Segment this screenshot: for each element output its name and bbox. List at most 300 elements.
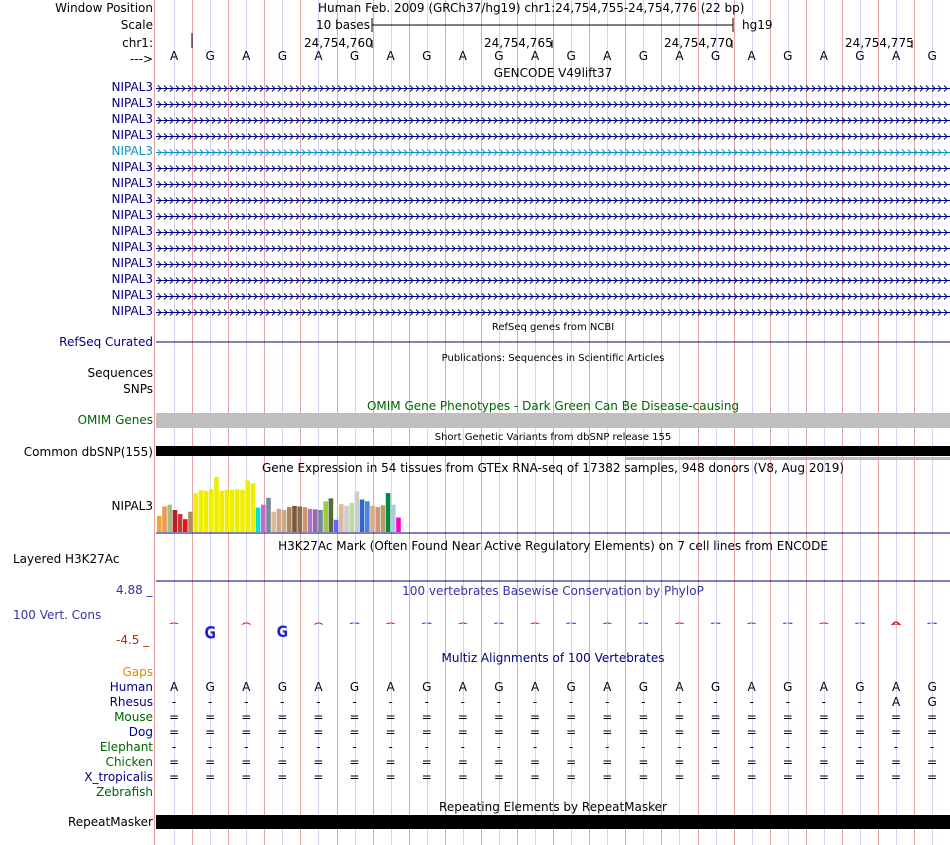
sequence-base: G [710,49,721,63]
sequence-base: A [603,49,612,63]
gencode-transcript-label[interactable]: NIPAL3 [111,192,153,206]
sequence-base: G [927,49,937,63]
multiz-alignment-cell: = [313,770,324,784]
gtex-tissue-bar[interactable] [271,512,276,532]
multiz-alignment-cell: = [457,710,468,724]
gtex-track-label[interactable]: NIPAL3 [111,499,153,513]
multiz-alignment-cell: = [205,725,216,739]
phylop-score-letter: G [709,622,722,625]
gtex-tissue-bar[interactable] [225,490,230,532]
multiz-alignment-cell: = [566,710,577,724]
dbsnp-variant-bar[interactable] [156,446,950,456]
gencode-transcript-label[interactable]: NIPAL3 [111,240,153,254]
gencode-transcript-label[interactable]: NIPAL3 [111,224,153,238]
sequence-base: A [458,49,467,63]
multiz-alignment-cell: = [493,710,504,724]
multiz-alignment-cell: - [207,740,213,754]
sequence-base: A [891,49,901,63]
phylop-top-value: 4.88 _ [116,583,153,597]
gtex-track-title[interactable]: Gene Expression in 54 tissues from GTEx RNA-seq of 17382 samples, 948 donors (V8, Aug 2019) [261,461,845,475]
dbsnp-track-label[interactable]: Common dbSNP(155) [23,445,153,459]
multiz-alignment-cell: = [457,725,468,739]
multiz-alignment-cell: - [388,695,393,709]
sequence-base: G [494,49,504,63]
multiz-species-label[interactable]: Elephant [99,740,153,754]
multiz-alignment-cell: = [349,755,360,769]
multiz-alignment-cell: - [749,695,754,709]
gtex-tissue-bar[interactable] [287,507,292,532]
dbsnp-track-title[interactable]: Short Genetic Variants from dbSNP release 155 [434,432,672,443]
gtex-tissue-bar[interactable] [235,489,240,532]
multiz-alignment-cell: = [746,770,757,784]
gtex-tissue-bar[interactable] [391,505,396,532]
omim-track-title[interactable]: OMIM Gene Phenotypes - Dark Green Can Be Disease-causing [366,399,740,413]
multiz-alignment-cell: A [314,680,323,694]
gtex-tissue-bar[interactable] [240,490,245,532]
publications-track-title[interactable]: Publications: Sequences in Scientific Articles [441,353,665,364]
multiz-alignment-cell: - [929,740,935,754]
multiz-alignment-cell: - [460,695,466,709]
multiz-alignment-cell: - [244,695,249,709]
multiz-alignment-cell: = [205,710,216,724]
multiz-alignment-cell: = [241,755,252,769]
phylop-score-letter: A [313,622,324,626]
multiz-alignment-cell: = [493,755,504,769]
multiz-alignment-cell: = [746,710,757,724]
multiz-alignment-cell: = [674,755,685,769]
gtex-tissue-bar[interactable] [360,500,365,533]
gtex-tissue-bar[interactable] [318,510,323,532]
gtex-tissue-bar[interactable] [173,510,178,532]
multiz-species-label[interactable]: X_tropicalis [84,770,153,784]
gtex-tissue-bar[interactable] [188,512,193,532]
multiz-alignment-cell: = [710,770,721,784]
multiz-alignment-cell: = [385,710,396,724]
gtex-tissue-bar[interactable] [256,508,261,532]
phylop-score-letter: G [782,622,794,625]
phylop-score-letter: G [637,622,650,625]
phylop-score-letter: A [818,622,830,625]
multiz-alignment-cell: A [603,680,612,694]
multiz-species-label[interactable]: Human [109,680,153,694]
multiz-alignment-cell: = [927,755,938,769]
multiz-alignment-cell: A [530,680,540,694]
multiz-alignment-cell: - [821,695,827,709]
multiz-alignment-cell: G [422,680,432,694]
h3k27ac-track-title[interactable]: H3K27Ac Mark (Often Found Near Active Regulatory Elements) on 7 cell lines from ENCODE [278,539,828,553]
repeatmasker-track-label[interactable]: RepeatMasker [67,815,153,829]
multiz-alignment-cell: G [855,680,865,694]
multiz-alignment-cell: - [893,740,899,754]
multiz-alignment-cell: = [385,725,396,739]
repeatmasker-element-bar[interactable] [156,815,950,829]
phylop-track-label[interactable]: 100 Vert. Cons [13,608,102,622]
multiz-alignment-cell: = [638,725,649,739]
ruler-tick-label: 24,754,775 [845,36,914,50]
gtex-tissue-bar[interactable] [303,507,308,532]
multiz-alignment-cell: G [205,680,215,694]
gtex-tissue-bar[interactable] [282,510,287,532]
gtex-tissue-bar[interactable] [251,483,256,532]
gtex-tissue-bar[interactable] [214,477,219,532]
sequence-base: G [638,49,648,63]
multiz-alignment-cell: = [493,770,504,784]
phylop-score-letter: G [348,622,361,625]
multiz-alignment-cell: = [205,770,216,784]
gencode-transcript-label[interactable]: NIPAL3 [111,288,153,302]
gencode-transcript-label[interactable]: NIPAL3 [111,160,153,174]
multiz-alignment-cell: - [352,740,357,754]
multiz-alignment-cell: - [857,695,863,709]
gtex-tissue-bar[interactable] [375,507,380,532]
sequence-base: A [675,49,684,63]
ruler-tick-label: 24,754,760 [304,36,373,50]
gencode-transcript-label[interactable]: NIPAL3 [111,128,153,142]
multiz-alignment-cell: = [277,710,288,724]
scale-label: Scale [120,18,153,32]
gtex-tissue-bar[interactable] [219,491,224,532]
multiz-alignment-cell: = [602,755,613,769]
multiz-alignment-cell: - [424,740,429,754]
multiz-alignment-cell: = [241,770,252,784]
gtex-tissue-bar[interactable] [396,518,401,533]
phylop-score-letter: A [529,622,541,625]
gtex-tissue-bar[interactable] [370,506,375,532]
sequence-base: G [422,49,432,63]
multiz-alignment-cell: = [457,770,468,784]
multiz-alignment-cell: G [349,680,360,694]
sequence-base: A [314,49,323,63]
multiz-alignment-cell: - [460,740,466,754]
sequence-base: A [747,49,756,63]
multiz-alignment-cell: = [602,770,613,784]
multiz-alignment-cell: G [783,680,793,694]
sequence-base: A [242,49,251,63]
multiz-alignment-cell: = [818,725,829,739]
multiz-alignment-cell: = [169,710,180,724]
gtex-tissue-bar[interactable] [193,493,198,532]
multiz-alignment-cell: A [891,680,901,694]
gtex-tissue-bar[interactable] [209,489,214,532]
multiz-alignment-cell: - [316,740,321,754]
multiz-alignment-cell: = [818,710,829,724]
multiz-alignment-cell: = [638,770,649,784]
multiz-alignment-cell: - [316,695,321,709]
multiz-alignment-cell: = [782,725,793,739]
gencode-transcript-label[interactable]: NIPAL3 [111,112,153,126]
multiz-alignment-cell: = [566,755,577,769]
multiz-alignment-cell: - [641,695,646,709]
multiz-alignment-cell: = [782,755,793,769]
omim-gene-bar[interactable] [156,413,950,428]
sequence-base: G [349,49,360,63]
sequence-base: G [205,49,215,63]
multiz-alignment-cell: A [386,680,395,694]
phylop-score-letter: A [457,622,469,625]
gencode-transcript-label[interactable]: NIPAL3 [111,272,153,286]
gtex-tissue-bar[interactable] [355,491,360,532]
multiz-alignment-cell: = [674,725,685,739]
multiz-alignment-cell: = [277,725,288,739]
multiz-alignment-cell: = [638,755,649,769]
gtex-tissue-bar[interactable] [266,498,271,532]
multiz-alignment-cell: = [385,770,396,784]
multiz-alignment-cell: = [349,770,360,784]
multiz-alignment-cell: = [602,725,613,739]
multiz-alignment-cell: = [205,755,216,769]
multiz-alignment-cell: - [532,695,538,709]
multiz-alignment-cell: - [821,740,827,754]
sequence-base: A [386,49,395,63]
multiz-alignment-cell: A [891,695,901,709]
multiz-alignment-cell: - [785,740,790,754]
repeatmasker-track-title[interactable]: Repeating Elements by RepeatMasker [439,800,667,814]
multiz-alignment-cell: = [602,710,613,724]
multiz-alignment-cell: = [891,710,902,724]
gencode-transcript-label[interactable]: NIPAL3 [111,144,153,158]
sequence-base: A [530,49,540,63]
gtex-tissue-bar[interactable] [308,509,313,532]
gtex-tissue-bar[interactable] [204,491,209,532]
multiz-alignment-cell: - [749,740,754,754]
gencode-transcript-label[interactable]: NIPAL3 [111,96,153,110]
multiz-alignment-cell: = [746,755,757,769]
multiz-alignment-cell: A [819,680,828,694]
multiz-alignment-cell: - [280,740,285,754]
phylop-bottom-value: -4.5 _ [116,633,150,647]
multiz-alignment-cell: = [530,755,541,769]
multiz-species-label[interactable]: Dog [128,725,153,739]
phylop-score-letter: G [926,622,938,625]
refseq-track-title[interactable]: RefSeq genes from NCBI [491,322,615,333]
phylop-score-letter: G [204,623,216,643]
multiz-alignment-cell: = [746,725,757,739]
sequence-base: G [566,49,576,63]
multiz-alignment-cell: = [710,755,721,769]
multiz-alignment-cell: = [782,770,793,784]
multiz-alignment-cell: = [530,770,541,784]
multiz-alignment-cell: - [677,695,682,709]
gtex-tissue-bar[interactable] [162,507,167,533]
publications-snps-label[interactable]: SNPs [123,382,153,396]
multiz-alignment-cell: - [532,740,538,754]
multiz-alignment-cell: = [530,710,541,724]
multiz-alignment-cell: - [568,695,574,709]
phylop-score-letter: A [168,622,180,625]
multiz-alignment-cell: = [421,755,432,769]
multiz-alignment-cell: - [605,695,610,709]
multiz-alignment-cell: - [244,740,249,754]
multiz-alignment-cell: = [169,755,180,769]
multiz-alignment-cell: G [494,680,504,694]
multiz-alignment-cell: = [927,725,938,739]
multiz-alignment-cell: A [458,680,467,694]
gtex-tissue-bar[interactable] [292,506,297,532]
multiz-alignment-cell: G [927,695,937,709]
gtex-tissue-bar[interactable] [334,520,339,532]
multiz-alignment-cell: - [641,740,646,754]
multiz-alignment-cell: = [385,755,396,769]
multiz-alignment-cell: = [818,770,829,784]
multiz-alignment-cell: = [674,710,685,724]
multiz-alignment-cell: = [566,725,577,739]
gtex-tissue-bar[interactable] [339,504,344,532]
multiz-species-label[interactable]: Zebrafish [96,785,153,799]
gencode-transcript-label[interactable]: NIPAL3 [111,256,153,270]
omim-track-label[interactable]: OMIM Genes [77,413,153,427]
multiz-alignment-cell: - [713,695,718,709]
sequence-base: A [819,49,828,63]
gtex-tissue-bar[interactable] [245,480,250,532]
phylop-score-letter: G [421,622,433,625]
multiz-alignment-cell: = [241,710,252,724]
multiz-alignment-cell: = [493,725,504,739]
multiz-alignment-cell: = [854,770,865,784]
gtex-tissue-bar[interactable] [277,509,282,532]
multiz-alignment-cell: - [207,695,213,709]
phylop-score-letter: A [746,622,758,625]
gtex-tissue-bar[interactable] [381,505,386,532]
dbsnp-variant-shadow [625,457,950,460]
multiz-alignment-cell: = [891,770,902,784]
multiz-gaps-label[interactable]: Gaps [122,665,153,679]
phylop-score-letter: G [854,622,866,625]
multiz-alignment-cell: = [710,710,721,724]
multiz-alignment-cell: = [782,710,793,724]
gencode-transcript-label[interactable]: NIPAL3 [111,304,153,318]
gtex-tissue-bar[interactable] [178,514,183,532]
multiz-alignment-cell: - [568,740,574,754]
phylop-score-letter: G [276,622,289,642]
multiz-alignment-cell: = [566,770,577,784]
multiz-alignment-cell: = [349,725,360,739]
ruler-tick-label: 24,754,765 [484,36,553,50]
multiz-alignment-cell: = [854,755,865,769]
multiz-alignment-cell: = [313,710,324,724]
gtex-tissue-bar[interactable] [167,505,172,532]
multiz-alignment-cell: - [496,695,502,709]
multiz-alignment-cell: = [530,725,541,739]
multiz-alignment-cell: - [713,740,718,754]
multiz-alignment-cell: = [277,770,288,784]
multiz-alignment-cell: = [891,725,902,739]
multiz-track-title[interactable]: Multiz Alignments of 100 Vertebrates [441,651,665,665]
phylop-score-letter: G [565,622,577,625]
multiz-alignment-cell: = [421,770,432,784]
multiz-alignment-cell: = [891,755,902,769]
multiz-alignment-cell: = [277,755,288,769]
multiz-alignment-cell: - [352,695,357,709]
gtex-tissue-bar[interactable] [365,501,370,532]
multiz-alignment-cell: = [854,710,865,724]
multiz-alignment-cell: - [171,695,177,709]
gtex-tissue-bar[interactable] [349,503,354,532]
multiz-alignment-cell: = [313,755,324,769]
gtex-tissue-bar[interactable] [344,506,349,532]
sequence-base: G [855,49,865,63]
multiz-alignment-cell: - [388,740,393,754]
h3k27ac-track-label[interactable]: Layered H3K27Ac [13,552,120,566]
multiz-species-label[interactable]: Chicken [105,755,153,769]
multiz-species-label[interactable]: Rhesus [109,695,153,709]
phylop-score-letter: A [890,621,902,627]
multiz-alignment-cell: - [785,695,790,709]
gtex-tissue-bar[interactable] [199,490,204,532]
multiz-alignment-cell: G [927,680,937,694]
sequence-base: G [783,49,793,63]
multiz-alignment-cell: = [710,725,721,739]
multiz-alignment-cell: = [457,755,468,769]
gtex-tissue-bar[interactable] [386,493,391,532]
multiz-alignment-cell: G [277,680,287,694]
gtex-tissue-bar[interactable] [313,509,318,532]
multiz-alignment-cell: = [818,755,829,769]
window-position-text: Human Feb. 2009 (GRCh37/hg19) chr1:24,754,755-24,754,776 (22 bp) [318,1,745,15]
gencode-transcript-label[interactable]: NIPAL3 [111,176,153,190]
multiz-alignment-cell: G [638,680,648,694]
phylop-track-title[interactable]: 100 vertebrates Basewise Conservation by PhyloP [402,584,704,598]
gencode-transcript-label[interactable]: NIPAL3 [111,80,153,94]
multiz-alignment-cell: = [169,725,180,739]
window-position-label: Window Position [55,1,153,15]
gencode-track-title[interactable]: GENCODE V49lift37 [493,66,613,80]
multiz-alignment-cell: = [638,710,649,724]
multiz-alignment-cell: A [169,680,179,694]
multiz-alignment-cell: - [605,740,610,754]
multiz-alignment-cell: = [313,725,324,739]
multiz-alignment-cell: - [496,740,502,754]
gtex-tissue-bar[interactable] [297,507,302,533]
gtex-expression-bars[interactable] [157,477,401,532]
strand-label: ---> [129,52,153,66]
sequence-base: A [169,49,179,63]
multiz-alignment-cell: = [421,725,432,739]
gtex-tissue-bar[interactable] [261,505,266,532]
phylop-score-letter: A [601,622,613,625]
multiz-alignment-cell: = [169,770,180,784]
gtex-tissue-bar[interactable] [157,516,162,532]
gtex-tissue-bar[interactable] [230,490,235,532]
scale-text: 10 bases [316,18,370,32]
multiz-alignment-cell: - [857,740,863,754]
multiz-alignment-cell: A [675,680,684,694]
multiz-alignment-cell: = [927,710,938,724]
gtex-tissue-bar[interactable] [323,501,328,532]
gencode-transcript-label[interactable]: NIPAL3 [111,208,153,222]
multiz-alignment-cell: = [241,725,252,739]
multiz-alignment-cell: - [280,695,285,709]
phylop-score-letter: A [674,622,685,625]
multiz-alignment-cell: - [677,740,682,754]
publications-sequences-label[interactable]: Sequences [87,366,153,380]
ruler-tick-label: 24,754,770 [664,36,733,50]
multiz-alignment-cell: A [747,680,756,694]
gtex-tissue-bar[interactable] [329,498,334,532]
multiz-alignment-cell: A [242,680,251,694]
multiz-alignment-cell: = [674,770,685,784]
multiz-alignment-cell: - [171,740,177,754]
multiz-alignment-cell: = [421,710,432,724]
multiz-alignment-cell: G [566,680,576,694]
multiz-alignment-cell: - [424,695,429,709]
multiz-alignment-cell: = [854,725,865,739]
phylop-score-letter: A [240,622,252,626]
assembly-name: hg19 [742,18,773,32]
gtex-tissue-bar[interactable] [183,519,188,532]
multiz-alignment-cell: = [927,770,938,784]
refseq-track-label[interactable]: RefSeq Curated [59,335,153,349]
multiz-species-label[interactable]: Mouse [114,710,153,724]
